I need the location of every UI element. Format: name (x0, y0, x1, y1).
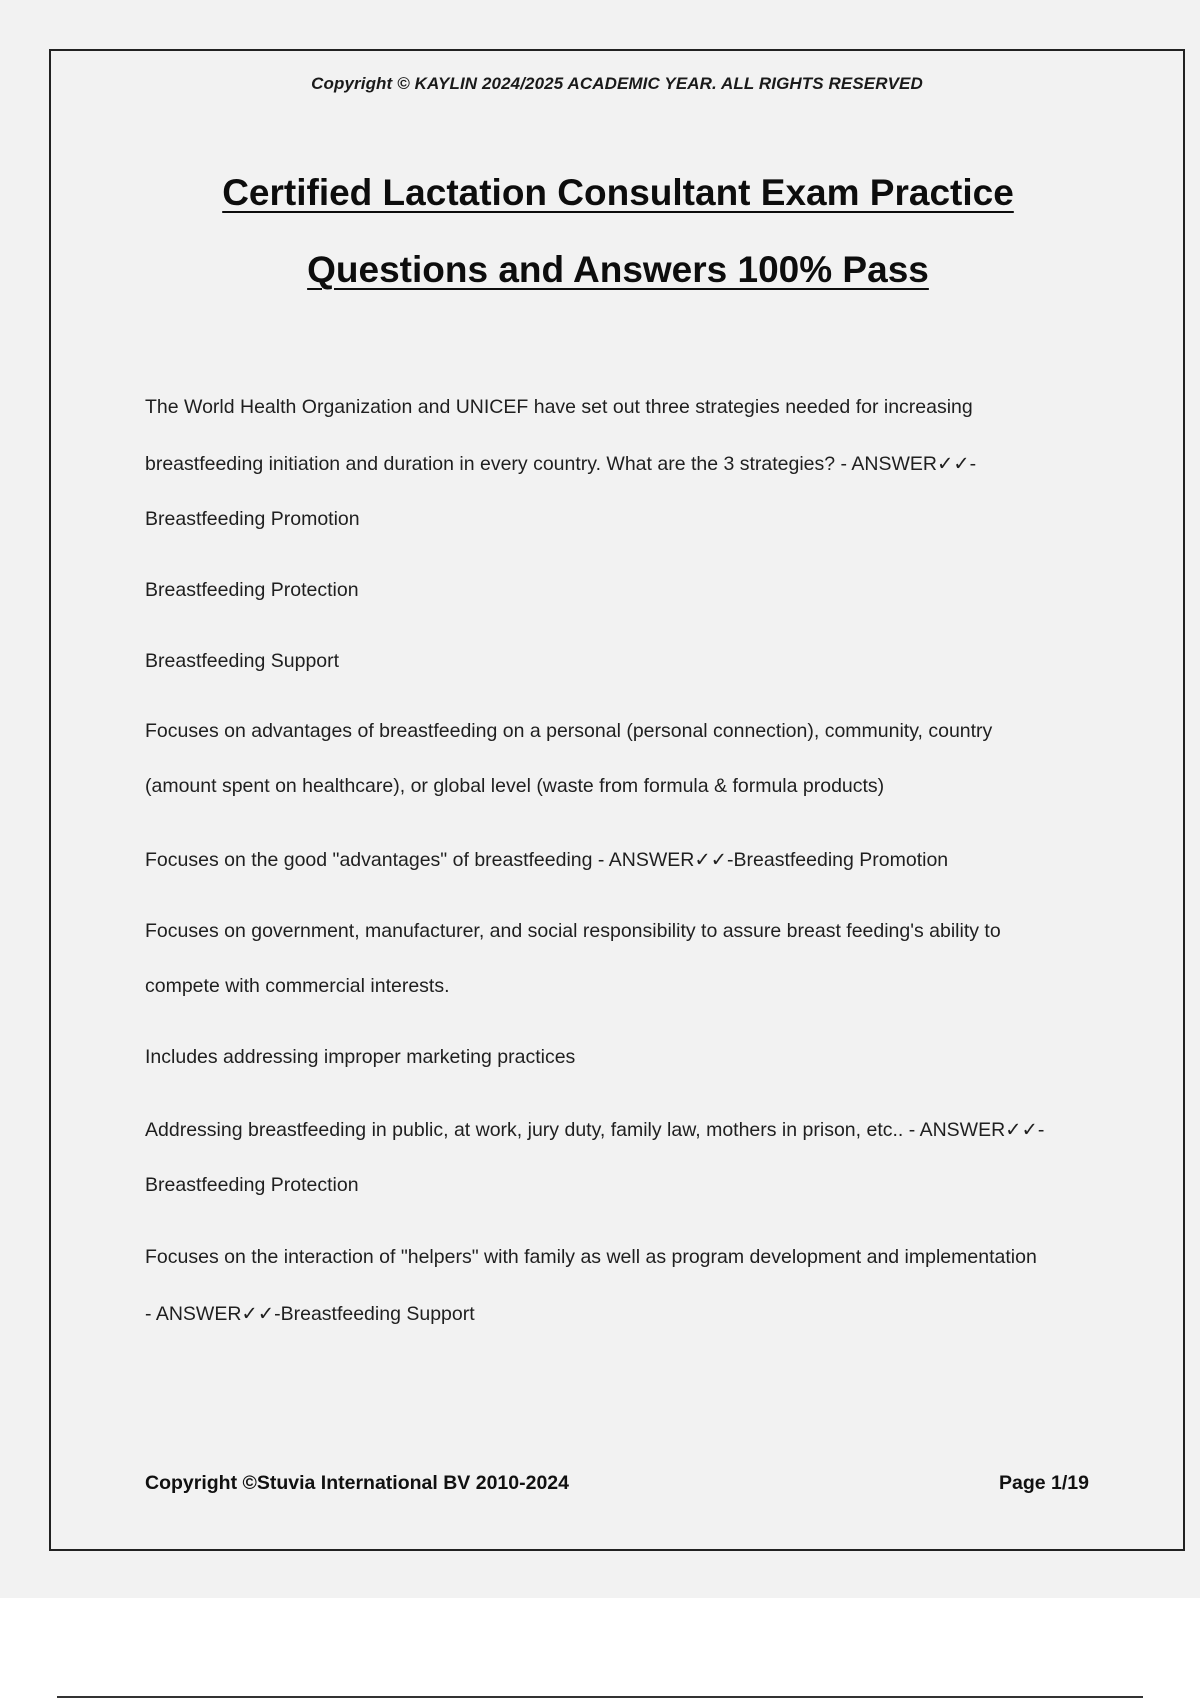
body-line: Breastfeeding Support (145, 650, 340, 672)
body-line: (amount spent on healthcare), or global level (waste from formula & formula products) (145, 775, 885, 797)
body-line: Breastfeeding Promotion (145, 508, 360, 530)
body-line: Breastfeeding Protection (145, 579, 359, 601)
footer-copyright: Copyright ©Stuvia International BV 2010-2024 (145, 1472, 569, 1494)
body-line: compete with commercial interests. (145, 975, 450, 997)
page-number: Page 1/19 (999, 1472, 1089, 1494)
body-line: Focuses on government, manufacturer, and social responsibility to assure breast feeding's ability to (145, 920, 1001, 942)
document-title-line-2: Questions and Answers 100% Pass (307, 249, 929, 290)
header-copyright: Copyright © KAYLIN 2024/2025 ACADEMIC YEAR. ALL RIGHTS RESERVED (311, 74, 923, 93)
body-line: The World Health Organization and UNICEF have set out three strategies needed for increasing (145, 396, 973, 418)
body-line: breastfeeding initiation and duration in every country. What are the 3 strategies? - ANSWER✓✓- (145, 453, 977, 475)
body-line: Addressing breastfeeding in public, at work, jury duty, family law, mothers in prison, etc.. - ANSWER✓✓- (145, 1119, 1045, 1141)
body-line: Includes addressing improper marketing practices (145, 1046, 576, 1068)
body-line: Focuses on the good "advantages" of breastfeeding - ANSWER✓✓-Breastfeeding Promotion (145, 849, 949, 871)
body-line: - ANSWER✓✓-Breastfeeding Support (145, 1303, 475, 1325)
document-title-line-1: Certified Lactation Consultant Exam Practice (222, 172, 1014, 213)
body-line: Focuses on advantages of breastfeeding on a personal (personal connection), community, country (145, 720, 993, 742)
body-line: Focuses on the interaction of "helpers" with family as well as program development and implementation (145, 1246, 1037, 1268)
bottom-divider (57, 1696, 1143, 1698)
body-line: Breastfeeding Protection (145, 1174, 359, 1196)
